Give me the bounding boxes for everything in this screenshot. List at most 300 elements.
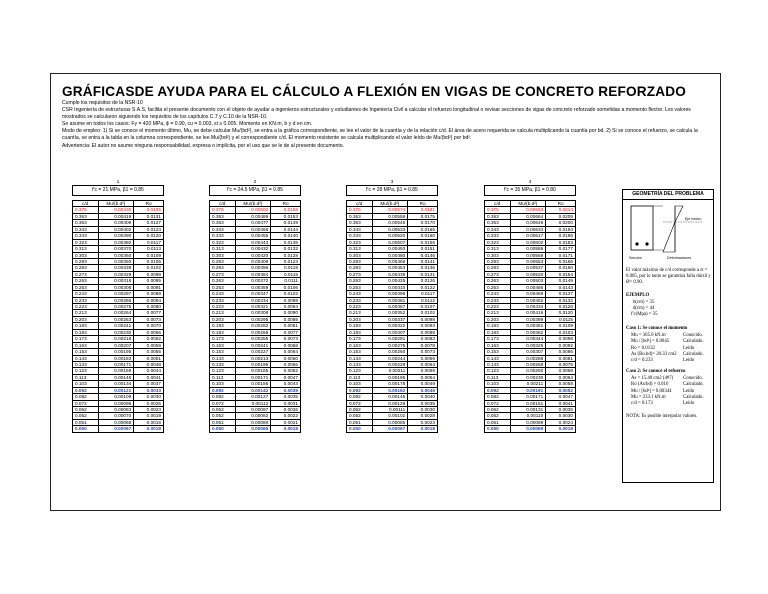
cell-mu: 0.00362 (510, 329, 546, 335)
cell-ro: 0.0047 (271, 374, 301, 380)
cell-ro: 0.0041 (546, 400, 576, 406)
cell-ro: 0.0081 (546, 355, 576, 361)
cell-cd: 0.223 (210, 304, 236, 310)
cell-ro: 0.0141 (408, 258, 438, 264)
cell-mu: 0.00664 (510, 213, 546, 219)
table-row (210, 400, 301, 406)
cell-ro: 0.0075 (546, 361, 576, 367)
table-row (485, 323, 576, 329)
cell-mu: 0.00195 (372, 374, 408, 380)
column-header: Mu/(b.d²) (235, 201, 271, 207)
cell-mu: 0.00329 (98, 271, 134, 277)
cell-mu: 0.00260 (372, 349, 408, 355)
cell-mu: 0.00489 (235, 213, 271, 219)
cell-mu: 0.00683 (510, 207, 546, 213)
table-row (347, 271, 438, 277)
table-number: 4 (528, 180, 532, 185)
cell-cd: 0.183 (73, 329, 99, 335)
cell-mu: 0.00110 (510, 413, 546, 419)
case1-status: Leído (683, 358, 695, 364)
table-row (485, 265, 576, 271)
cell-ro: 0.0035 (271, 394, 301, 400)
table-row (73, 381, 164, 387)
cell-mu: 0.00307 (372, 329, 408, 335)
cell-ro: 0.0044 (134, 368, 164, 374)
table-row (210, 323, 301, 329)
cell-ro: 0.0018 (546, 426, 576, 432)
table-row (347, 323, 438, 329)
cell-ro: 0.0120 (546, 310, 576, 316)
table-row (73, 271, 164, 277)
table-row (73, 407, 164, 413)
table-row (347, 265, 438, 271)
cell-cd: 0.293 (210, 258, 236, 264)
table-row (210, 278, 301, 284)
cell-cd: 0.133 (73, 361, 99, 367)
cell-cd: 0.092 (485, 387, 511, 393)
cell-mu: 0.00381 (510, 323, 546, 329)
cell-ro: 0.0106 (271, 284, 301, 290)
table-row (347, 252, 438, 258)
table-row (347, 419, 438, 425)
cell-cd: 0.123 (347, 368, 373, 374)
table-row (73, 297, 164, 303)
cell-ro: 0.0103 (546, 329, 576, 335)
table-row (210, 310, 301, 316)
cell-mu: 0.00286 (98, 297, 134, 303)
cell-mu: 0.00574 (372, 207, 408, 213)
cell-mu: 0.00227 (235, 349, 271, 355)
cell-cd: 0.213 (210, 310, 236, 316)
table-row (73, 349, 164, 355)
table-row (485, 394, 576, 400)
cell-cd: 0.143 (73, 355, 99, 361)
cell-cd: 0.363 (73, 213, 99, 219)
column-header: Ro (134, 201, 164, 207)
cell-mu: 0.00241 (235, 342, 271, 348)
cell-cd: 0.173 (73, 336, 99, 342)
table-header: f'c = 28 MPa, β1 = 0.85 (347, 186, 438, 196)
cell-mu: 0.00183 (98, 355, 134, 361)
geometry-box (622, 200, 714, 483)
table-row (210, 355, 301, 361)
cell-mu: 0.00384 (235, 271, 271, 277)
cell-ro: 0.0188 (546, 233, 576, 239)
cell-ro: 0.0073 (134, 316, 164, 322)
cell-mu: 0.00250 (510, 368, 546, 374)
table-number: 1 (116, 180, 120, 185)
table-row (73, 239, 164, 245)
table-row (210, 381, 301, 387)
cell-mu: 0.00128 (372, 400, 408, 406)
cell-ro: 0.0127 (134, 220, 164, 226)
cell-cd: 0.092 (210, 387, 236, 393)
column-header: Mu/(b.d²) (510, 201, 546, 207)
cell-cd: 0.103 (210, 381, 236, 387)
table-header: f'c = 24.5 MPa, β1 = 0.85 (210, 186, 301, 196)
cell-ro: 0.0052 (546, 387, 576, 393)
intro-line-warning: Advertencia: El autor no asume ninguna responsabilidad, expresa o implícita, por el uso que se le de al presente documento. (62, 142, 345, 149)
cell-mu: 0.00455 (235, 233, 271, 239)
cell-ro: 0.0102 (134, 265, 164, 271)
case1-value: Mu = 305.0 kN.m (631, 333, 666, 338)
table-row (347, 374, 438, 380)
cell-mu: 0.00089 (510, 419, 546, 425)
design-table-1 (72, 180, 164, 433)
cell-cd: 0.103 (485, 381, 511, 387)
case2-status: Conocido. (683, 376, 703, 381)
cell-ro: 0.0153 (271, 213, 301, 219)
table-row (485, 419, 576, 425)
table-row (210, 419, 301, 425)
case2-status: Calculado. (683, 382, 704, 388)
table-row (73, 419, 164, 425)
cell-mu: 0.00352 (372, 310, 408, 316)
table-row (73, 284, 164, 290)
cell-cd: 0.263 (485, 278, 511, 284)
table-row (347, 355, 438, 361)
cell-ro: 0.0155 (408, 239, 438, 245)
table-row (210, 336, 301, 342)
cell-mu: 0.00546 (372, 220, 408, 226)
cell-mu: 0.00307 (510, 349, 546, 355)
table-row (347, 278, 438, 284)
cell-cd: 0.293 (485, 258, 511, 264)
column-header: Mu/(b.d²) (98, 201, 134, 207)
cell-ro: 0.0091 (134, 284, 164, 290)
cell-ro: 0.0060 (271, 355, 301, 361)
cell-ro: 0.0055 (134, 349, 164, 355)
cell-cd: 0.313 (485, 246, 511, 252)
cell-mu: 0.00339 (98, 265, 134, 271)
table-row (485, 316, 576, 322)
cell-cd: 0.123 (210, 368, 236, 374)
cell-cd: 0.173 (347, 336, 373, 342)
cell-cd: 0.123 (73, 368, 99, 374)
cell-mu: 0.00502 (235, 207, 271, 213)
table-row (210, 342, 301, 348)
table-row (73, 342, 164, 348)
cell-cd: 0.375 (73, 207, 99, 213)
cell-mu: 0.00134 (98, 381, 134, 387)
cell-mu: 0.00199 (235, 361, 271, 367)
cell-mu: 0.00402 (98, 226, 134, 232)
cell-mu: 0.00360 (98, 252, 134, 258)
cell-ro: 0.0098 (408, 316, 438, 322)
example-d: d(cm) = 44 (633, 306, 655, 311)
cell-cd: 0.283 (347, 265, 373, 271)
rebar-left-icon (635, 242, 638, 245)
table-header: f'c = 35 MPa, β1 = 0.80 (485, 186, 576, 196)
cell-mu: 0.00325 (510, 342, 546, 348)
cell-cd: 0.062 (73, 407, 99, 413)
table-row (210, 374, 301, 380)
table-row (347, 258, 438, 264)
cell-ro: 0.0151 (408, 246, 438, 252)
cell-ro: 0.0039 (271, 387, 301, 393)
label-deformaciones: Deformaciones (667, 256, 692, 260)
cell-ro: 0.0183 (546, 239, 576, 245)
cell-cd: 0.233 (73, 297, 99, 303)
cell-mu: 0.00396 (372, 291, 408, 297)
table-row (73, 323, 164, 329)
cell-ro: 0.0035 (408, 400, 438, 406)
cell-ro: 0.0166 (546, 258, 576, 264)
cell-ro: 0.0056 (271, 361, 301, 367)
cell-cd: 0.375 (210, 207, 236, 213)
beam-section (631, 206, 653, 250)
cell-cd: 0.233 (347, 297, 373, 303)
cell-cd: 0.133 (347, 361, 373, 367)
cell-cd: 0.253 (73, 284, 99, 290)
table-row (210, 252, 301, 258)
cell-ro: 0.0018 (408, 426, 438, 432)
cell-cd: 0.082 (210, 394, 236, 400)
cell-ro: 0.0136 (408, 265, 438, 271)
cell-mu: 0.00085 (372, 419, 408, 425)
cell-cd: 0.243 (210, 291, 236, 297)
cell-ro: 0.0170 (408, 220, 438, 226)
table-row (73, 310, 164, 316)
cell-mu: 0.00649 (510, 220, 546, 226)
cell-cd: 0.313 (347, 246, 373, 252)
table-row (210, 284, 301, 290)
table-row (73, 246, 164, 252)
cell-mu: 0.00213 (235, 355, 271, 361)
case2-status: Leído (683, 388, 695, 394)
table-row (485, 226, 576, 232)
cell-mu: 0.00558 (372, 213, 408, 219)
cell-ro: 0.0081 (271, 323, 301, 329)
table-row (210, 239, 301, 245)
cell-cd: 0.092 (73, 387, 99, 393)
cell-mu: 0.00291 (372, 336, 408, 342)
cell-cd: 0.283 (485, 265, 511, 271)
cell-mu: 0.00191 (510, 387, 546, 393)
geometry-panel (622, 185, 714, 483)
cell-cd: 0.303 (73, 252, 99, 258)
table-row (73, 258, 164, 264)
cell-mu: 0.00533 (372, 226, 408, 232)
table-row (73, 291, 164, 297)
cell-mu: 0.00218 (98, 336, 134, 342)
cell-mu: 0.00230 (510, 374, 546, 380)
cell-ro: 0.0049 (408, 381, 438, 387)
cell-ro: 0.0064 (408, 361, 438, 367)
cell-ro: 0.0022 (271, 413, 301, 419)
cell-mu: 0.00370 (98, 246, 134, 252)
table-row (485, 233, 576, 239)
cell-mu: 0.00408 (235, 258, 271, 264)
cell-ro: 0.0066 (134, 329, 164, 335)
cell-cd: 0.183 (347, 329, 373, 335)
table-row (347, 246, 438, 252)
table-row (210, 387, 301, 393)
cell-cd: 0.143 (210, 355, 236, 361)
cell-cd: 0.153 (347, 349, 373, 355)
cell-cd: 0.050 (73, 426, 99, 432)
cell-cd: 0.213 (73, 310, 99, 316)
cell-mu: 0.00282 (235, 323, 271, 329)
cell-cd: 0.323 (73, 239, 99, 245)
cell-mu: 0.00156 (235, 381, 271, 387)
table-row (485, 252, 576, 258)
cell-cd: 0.223 (485, 304, 511, 310)
case2-value: Mu / [bd²] = 0.00344 (631, 388, 672, 394)
cell-cd: 0.263 (347, 278, 373, 284)
cell-cd: 0.243 (347, 291, 373, 297)
case1-status: Leído (683, 345, 695, 351)
cell-cd: 0.263 (210, 278, 236, 284)
cell-mu: 0.00211 (510, 381, 546, 387)
cell-ro: 0.0122 (408, 284, 438, 290)
cell-cd: 0.123 (485, 368, 511, 374)
cell-cd: 0.062 (347, 407, 373, 413)
cell-cd: 0.323 (347, 239, 373, 245)
cell-mu: 0.00337 (372, 316, 408, 322)
cell-cd: 0.293 (347, 258, 373, 264)
cell-ro: 0.0146 (408, 252, 438, 258)
cell-cd: 0.363 (347, 213, 373, 219)
cell-mu: 0.00142 (235, 387, 271, 393)
cell-mu: 0.00109 (98, 394, 134, 400)
cell-cd: 0.243 (73, 291, 99, 297)
cell-ro: 0.0085 (271, 316, 301, 322)
table-row (73, 233, 164, 239)
cell-mu: 0.00269 (510, 361, 546, 367)
cell-mu: 0.00409 (98, 220, 134, 226)
cell-mu: 0.00466 (235, 226, 271, 232)
table-row (210, 258, 301, 264)
table-row (210, 207, 301, 213)
strain-diagram (663, 206, 683, 252)
cell-cd: 0.103 (73, 381, 99, 387)
cell-cd: 0.133 (210, 361, 236, 367)
cell-ro: 0.0023 (134, 407, 164, 413)
cell-cd: 0.353 (485, 220, 511, 226)
intro-text (62, 100, 712, 150)
cell-mu: 0.00096 (98, 400, 134, 406)
table-row (73, 220, 164, 226)
cell-cd: 0.283 (73, 265, 99, 271)
cell-cd: 0.051 (485, 419, 511, 425)
cell-mu: 0.00244 (372, 355, 408, 361)
table-row (210, 426, 301, 432)
table-row (347, 310, 438, 316)
cell-cd: 0.233 (210, 297, 236, 303)
table-row (73, 361, 164, 367)
cell-cd: 0.333 (73, 233, 99, 239)
example-b: b(cm) = 35 (633, 300, 655, 305)
table-row (347, 304, 438, 310)
cell-mu: 0.00396 (235, 265, 271, 271)
cell-ro: 0.0194 (546, 226, 576, 232)
table-row (347, 342, 438, 348)
cell-mu: 0.00372 (235, 278, 271, 284)
cell-ro: 0.0026 (271, 407, 301, 413)
column-header: c/d (73, 201, 99, 207)
table-row (485, 407, 576, 413)
case1-value: Mu / [bd²] = 0.0045 (631, 339, 670, 345)
cell-cd: 0.363 (485, 213, 511, 219)
cell-mu: 0.00425 (372, 278, 408, 284)
table-row (210, 368, 301, 374)
cell-mu: 0.00151 (510, 400, 546, 406)
cell-cd: 0.273 (347, 271, 373, 277)
cell-cd: 0.375 (347, 207, 373, 213)
cell-ro: 0.0059 (408, 368, 438, 374)
cell-cd: 0.050 (485, 426, 511, 432)
cell-mu: 0.00230 (98, 329, 134, 335)
cell-mu: 0.00347 (235, 291, 271, 297)
table-row (73, 426, 164, 432)
cell-ro: 0.0073 (408, 349, 438, 355)
cell-cd: 0.113 (485, 374, 511, 380)
cell-mu: 0.00344 (510, 336, 546, 342)
cell-ro: 0.0119 (271, 265, 301, 271)
cell-mu: 0.00228 (372, 361, 408, 367)
cell-ro: 0.0086 (546, 349, 576, 355)
cell-mu: 0.00419 (98, 213, 134, 219)
table-row (485, 297, 576, 303)
cell-mu: 0.00297 (98, 291, 134, 297)
cell-ro: 0.0128 (271, 252, 301, 258)
cell-ro: 0.0077 (271, 329, 301, 335)
cell-ro: 0.0077 (134, 310, 164, 316)
cell-cd: 0.333 (210, 233, 236, 239)
cell-cd: 0.082 (73, 394, 99, 400)
case2-line (631, 401, 715, 407)
cell-cd: 0.062 (485, 407, 511, 413)
case1-line (631, 358, 715, 364)
cell-ro: 0.0117 (134, 239, 164, 245)
cell-ro: 0.0144 (271, 226, 301, 232)
cell-ro: 0.0135 (134, 207, 164, 213)
table-row (210, 304, 301, 310)
table-number: 2 (253, 180, 257, 185)
label-seccion: Sección (629, 256, 642, 260)
cell-ro: 0.0026 (134, 400, 164, 406)
cell-mu: 0.00322 (372, 323, 408, 329)
cell-mu: 0.00207 (98, 342, 134, 348)
cell-cd: 0.303 (347, 252, 373, 258)
table-row (485, 342, 576, 348)
table-row (485, 310, 576, 316)
cell-cd: 0.062 (210, 407, 236, 413)
cell-mu: 0.00452 (510, 297, 546, 303)
cell-cd: 0.343 (485, 226, 511, 232)
table-row (210, 413, 301, 419)
cell-cd: 0.072 (73, 400, 99, 406)
cell-cd: 0.323 (210, 239, 236, 245)
nota: NOTA: Es posible interpolar valores. (626, 414, 698, 419)
cell-mu: 0.00493 (372, 246, 408, 252)
cell-mu: 0.00159 (98, 368, 134, 374)
cell-ro: 0.0018 (134, 426, 164, 432)
table-row (485, 207, 576, 213)
cell-ro: 0.0078 (408, 342, 438, 348)
table-row (73, 368, 164, 374)
cell-cd: 0.143 (347, 355, 373, 361)
cell-mu: 0.00102 (372, 413, 408, 419)
table-row (210, 246, 301, 252)
cell-cd: 0.223 (347, 304, 373, 310)
table-row (210, 349, 301, 355)
cell-mu: 0.00420 (235, 252, 271, 258)
case2-status: Calculado. (683, 394, 704, 400)
cell-ro: 0.0045 (408, 387, 438, 393)
table-row (210, 265, 301, 271)
